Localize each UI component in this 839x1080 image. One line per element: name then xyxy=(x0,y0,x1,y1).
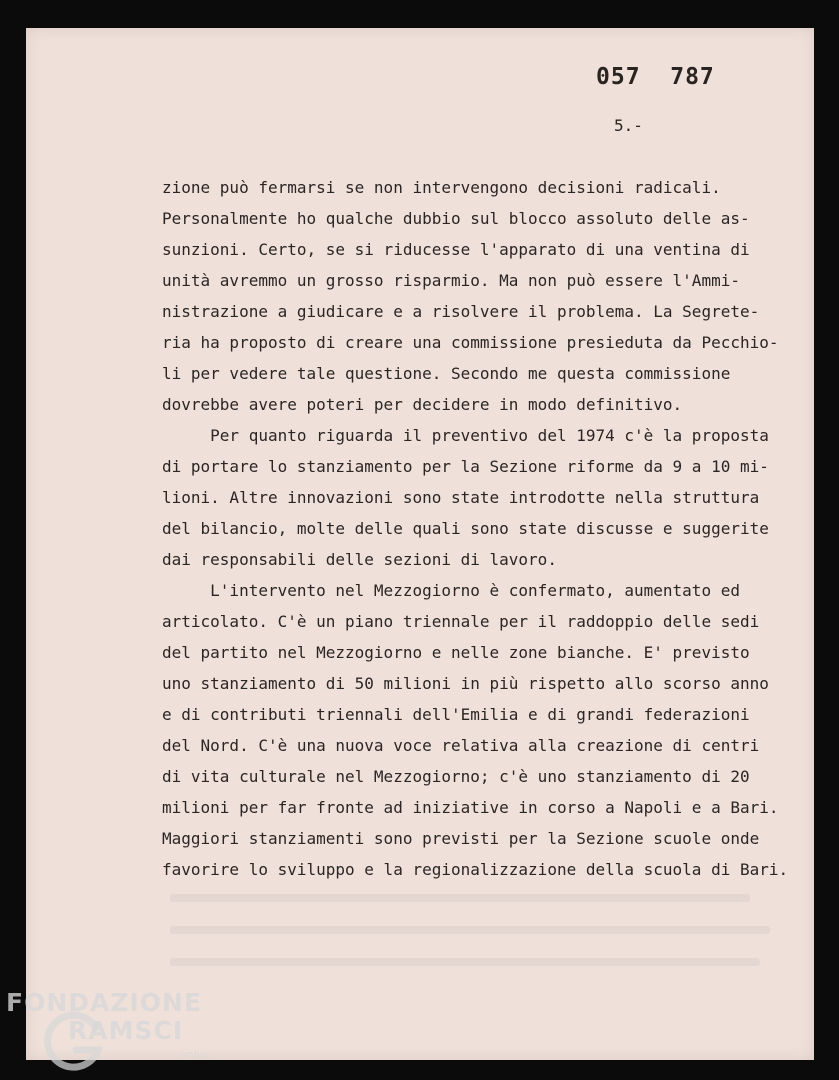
text-line: nistrazione a giudicare e a risolvere il problema. La Segrete- xyxy=(162,302,760,321)
text-line: articolato. C'è un piano triennale per il raddoppio delle sedi xyxy=(162,612,760,631)
text-line: sunzioni. Certo, se si riducesse l'apparato di una ventina di xyxy=(162,240,750,259)
text-line: del bilancio, molte delle quali sono state discusse e suggerite xyxy=(162,519,769,538)
text-line: dai responsabili delle sezioni di lavoro. xyxy=(162,550,557,569)
reverse-side-bleed-through xyxy=(170,886,790,996)
text-line: del Nord. C'è una nuova voce relativa alla creazione di centri xyxy=(162,736,760,755)
text-line: uno stanziamento di 50 milioni in più rispetto allo scorso anno xyxy=(162,674,769,693)
text-line: Personalmente ho qualche dubbio sul blocco assoluto delle as- xyxy=(162,209,750,228)
text-line: favorire lo sviluppo e la regionalizzazione della scuola di Bari. xyxy=(162,860,789,879)
text-line: li per vedere tale questione. Secondo me questa commissione xyxy=(162,364,731,383)
watermark-line-onlus: onlus xyxy=(180,1048,210,1061)
text-line: L'intervento nel Mezzogiorno è confermato, aumentato ed xyxy=(162,581,740,600)
text-line: e di contributi triennali dell'Emilia e di grandi federazioni xyxy=(162,705,750,724)
text-line: del partito nel Mezzogiorno e nelle zone bianche. E' previsto xyxy=(162,643,750,662)
text-line: Maggiori stanziamenti sono previsti per la Sezione scuole onde xyxy=(162,829,760,848)
watermark-line-gramsci: RAMSCI xyxy=(68,1016,184,1045)
text-line: lioni. Altre innovazioni sono state introdotte nella struttura xyxy=(162,488,760,507)
text-line: di portare lo stanziamento per la Sezione riforme da 9 a 10 mi- xyxy=(162,457,769,476)
archive-stamp-number: 057 787 xyxy=(596,64,715,90)
watermark-line-fondazione: FONDAZIONE xyxy=(6,988,203,1017)
text-line: Per quanto riguarda il preventivo del 1974 c'è la proposta xyxy=(162,426,769,445)
text-line: milioni per far fronte ad iniziative in corso a Napoli e a Bari. xyxy=(162,798,779,817)
text-line: zione può fermarsi se non intervengono decisioni radicali. xyxy=(162,178,721,197)
text-line: di vita culturale nel Mezzogiorno; c'è uno stanziamento di 20 xyxy=(162,767,750,786)
text-line: ria ha proposto di creare una commissione presieduta da Pecchio- xyxy=(162,333,779,352)
page-number: 5.- xyxy=(614,116,643,135)
text-line: dovrebbe avere poteri per decidere in modo definitivo. xyxy=(162,395,683,414)
typed-text-body xyxy=(162,172,802,885)
fondazione-gramsci-watermark xyxy=(6,988,236,1078)
text-line: unità avremmo un grosso risparmio. Ma non può essere l'Ammi- xyxy=(162,271,740,290)
